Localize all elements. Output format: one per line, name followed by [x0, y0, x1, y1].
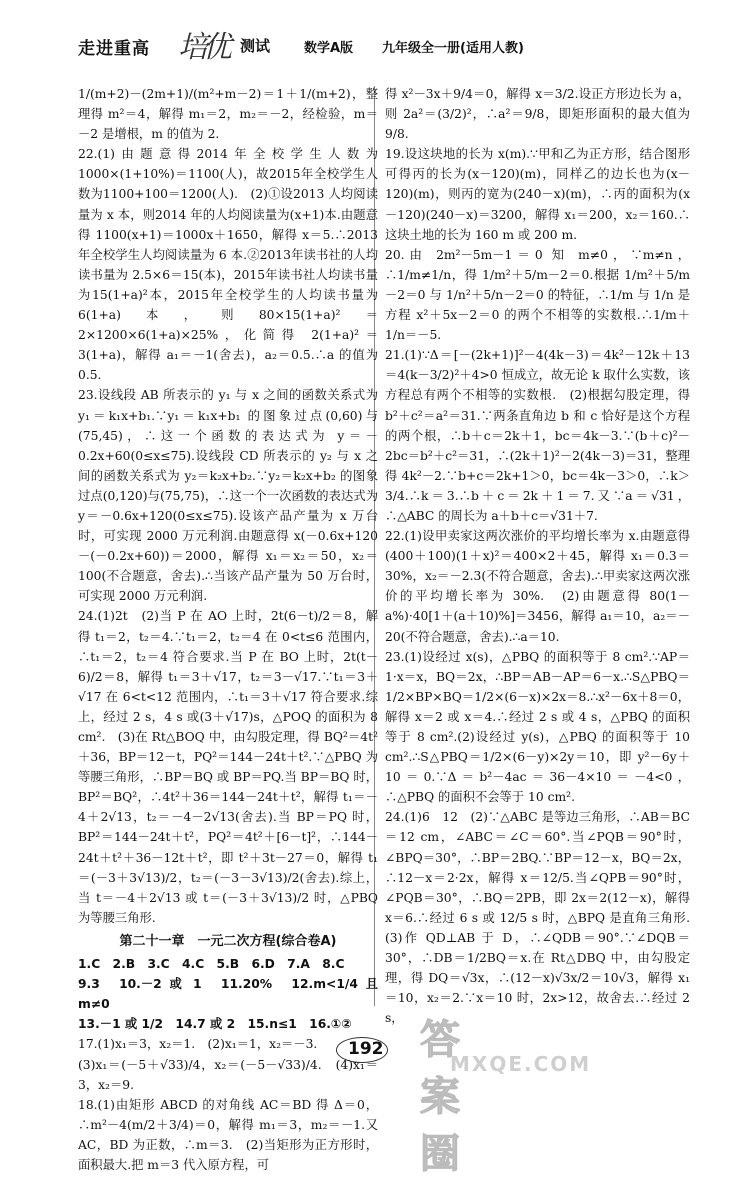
answer-paragraph: 1/(m+2)－(2m+1)/(m²+m－2)＝1＋1/(m+2)，整理得 m²＝4，解得 m₁＝2，m₂＝－2，经检验，m＝－2 是增根，m 的值为 2. [78, 87, 378, 142]
answer-paragraph: 22.(1)由题意得2014年全校学生人数为1000×(1+10%)＝1100(人)，故2015年全校学生人数为1100+100＝1200(人). (2)①设2013 人均阅读量为 x 本，则2014 年的人均阅读量为(x+1)本.由题意得 1100(x+1)＝1000x＋1650，解得 x＝5.∴2013 年全校学生人均阅读量为 6 本.②2013年读书社的人均读书量为 2.5×6＝15(本)，2015年读书社人均读书量为15(1+a)²本，2015年全校学生的人均读书量为6(1+a)本，则80×15(1+a)²＝2×1200×6(1+a)×25%，化简得 2(1+a)²＝3(1+a)，解得 a₁＝－1(舍去)，a₂＝0.5.∴a 的值为 0.5. [78, 147, 378, 383]
answer-paragraph: 得 x²－3x＋9/4＝0，解得 x＝3/2.设正方形边长为 a，则 2a²＝(3/2)²，∴a²＝9/8，即矩形面积的最大值为 9/8. [385, 87, 690, 142]
answer-paragraph: 23.设线段 AB 所表示的 y₁ 与 x 之间的函数关系式为 y₁＝k₁x+b₁.∵y₁＝k₁x+b₁ 的图象过点(0,60)与(75,45)，∴这一个函数的表达式为 y＝－0.2x+60(0≤x≤75).设线段 CD 所表示的 y₂ 与 x 之间的函数关系式为 y₂＝k₂x+b₂.∵y₂＝k₂x+b₂ 的图象过点(0,120)与(75,75)，∴这一个一次函数的表达式为 y＝－0.6x+120(0≤x≤75).设该产品产量为 x 万台时，可实现 2000 万元利润.由题意得 x(－0.6x+120－(－0.2x+60))＝2000，解得 x₁＝x₂＝50，x₂＝100(不合题意，舍去).∴当该产品产量为 50 万台时，可实现 2000 万元利润. [78, 388, 378, 604]
answer-line: 9.3 10.－2 或 1 11.20% 12.m<1/4 且 m≠0 [78, 977, 378, 1012]
answer-paragraph: 24.(1)6 12 (2)∵△ABC 是等边三角形，∴AB＝BC＝12 cm，∠ABC＝∠C＝60°.当∠PQB＝90°时，∠BPQ＝30°，∴BP＝2BQ.∵BP＝12－x，BQ＝2x，∴12－x＝2·2x，解得 x＝12/5.当∠QPB＝90°时，∠PQB＝30°，∴BQ＝2PB，即 2x＝2(12－x)，解得 x＝6.∴经过 6 s 或 12/5 s 时，△BPQ 是直角三角形. (3)作 QD⊥AB 于 D，∴∠QDB＝90°.∵∠DQB＝30°，∴DB＝1/2BQ＝x.在 Rt△DBQ 中，由勾股定理，得 DQ＝√3x，∴(12－x)√3x/2＝10√3，解得 x₁＝10，x₂＝2.∵x＝10 时，2x>12，故舍去.∴经过 2 s， [385, 810, 703, 1026]
answer-paragraph: 21.(1)∵Δ＝[－(2k+1)]²－4(4k－3)＝4k²－12k＋13＝4(k－3/2)²＋4>0 恒成立，故无论 k 取什么实数，该方程总有两个不相等的实数根. (2)根据勾股定理，得 b²＋c²＝a²＝31.∵两条直角边 b 和 c 恰好是这个方程的两个根，∴b＋c＝2k＋1，bc＝4k－3.∵(b＋c)²－2bc＝b²＋c²＝31，∴(2k＋1)²－2(4k－3)＝31，整理得 4k²－2.∵b+c＝2k+1＞0，bc＝4k－3＞0，∴k＞3/4.∴k＝3.∴b＋c＝2k＋1＝7.又∵a＝√31，∴△ABC 的周长为 a＋b＋c＝√31＋7. [385, 348, 690, 523]
page-number-badge [330, 1037, 420, 1063]
page-number: 192 [348, 1039, 384, 1059]
answer-paragraph: 20.由 2m²－5m－1＝0 知 m≠0，∵m≠n，∴1/m≠1/n，得 1/m²＋5/m－2＝0.根据 1/m²＋5/m－2＝0 与 1/n²＋5/n－2＝0 的特征，∴1/m 与 1/n 是方程 x²＋5x－2＝0 的两个不相等的实数根.∴1/m＋1/n＝－5. [385, 247, 690, 343]
header-test-label: 测试 [240, 37, 271, 55]
answer-line: (3)x₁＝(－5＋√33)/4，x₂＝(－5－√33)/4. (4)x₁＝3，x₂＝9. [78, 1057, 378, 1092]
page-header [78, 30, 678, 66]
answer-line: 13.－1 或 1/2 14.7 或 2 15.n≤1 16.①② [78, 1017, 352, 1032]
answer-line: 17.(1)x₁＝3，x₂＝1. (2)x₁＝1，x₂＝－3. [78, 1037, 318, 1052]
chapter-title: 第二十一章 一元二次方程(综合卷A) [119, 933, 337, 949]
answer-line: 1.C 2.B 3.C 4.C 5.B 6.D 7.A 8.C [78, 957, 345, 972]
right-column [385, 84, 703, 1028]
answer-paragraph: 23.(1)设经过 x(s)，△PBQ 的面积等于 8 cm².∵AP＝1·x＝x，BQ＝2x，∴BP＝AB－AP＝6－x.∴S△PBQ＝1/2×BP×BQ＝1/2×(6－x)×2x＝8.∴x²－6x＋8＝0，解得 x＝2 或 x＝4.∴经过 2 s 或 4 s，△PBQ 的面积等于 8 cm².(2)设经过 y(s)，△PBQ 的面积等于 10 cm².∴S△PBQ＝1/2×(6－y)×2y＝10，即 y²－6y＋10＝0.∵Δ＝b²－4ac＝36－4×10＝－4<0，∴△PBQ 的面积不会等于 10 cm². [385, 649, 690, 805]
answer-paragraph: 18.(1)由矩形 ABCD 的对角线 AC＝BD 得 Δ＝0，∴m²－4(m/2＋3/4)＝0，解得 m₁＝3，m₂＝－1.又 AC，BD 为正数，∴m＝3. (2)当矩形为正方形时，面积最大.把 m＝3 代入原方程，可 [78, 1097, 378, 1172]
header-grade: 九年级全一册(适用人教) [382, 41, 524, 56]
series-script-logo: 培优 [178, 30, 226, 65]
header-subject: 数学A版 [304, 41, 354, 56]
answer-paragraph: 19.设这块地的长为 x(m).∵甲和乙为正方形，结合图形可得丙的长为(x－120)(m)，同样乙的边长也为(x－120)(m)，则丙的宽为(240－x)(m)，∴丙的面积为(x－120)(240－x)＝3200，解得 x₁＝200，x₂＝160.∴这块土地的长为 160 m 或 200 m. [385, 147, 690, 242]
left-column [78, 84, 378, 1175]
watermark-url: MXQE.COM [450, 1052, 592, 1076]
series-title: 走进重高 [78, 39, 150, 59]
watermark-logo-text: 答案圈 [420, 1017, 466, 1177]
answer-paragraph: 22.(1)设甲卖家这两次涨价的平均增长率为 x.由题意得(400＋100)(1＋x)²＝400×2＋45，解得 x₁＝0.3＝30%，x₂＝－2.3(不符合题意，舍去).∴甲卖家这两次涨价的平均增长率为 30%. (2)由题意得 80(1－a%)·40[1＋(a＋10)%]＝3456，解得 a₁＝10，a₂＝－20(不符合题意，舍去).∴a＝10. [385, 529, 690, 644]
answer-paragraph: 24.(1)2t (2)当 P 在 AO 上时，2t(6－t)/2＝8，解得 t₁＝2，t₂＝4.∵t₁＝2，t₂＝4 在 0<t≤6 范围内，∴t₁＝2，t₂＝4 符合要求.当 P 在 BO 上时，2t(t－6)/2＝8，解得 t₁＝3＋√17，t₂＝3－√17.∵t₁＝3＋√17 在 6<t<12 范围内，∴t₁＝3＋√17 符合要求.综上，经过 2 s，4 s 或(3＋√17)s，△POQ 的面积为 8 cm². (3)在 Rt△BOQ 中，由勾股定理，得 BQ²＝4t²＋36，BP＝12－t，PQ²＝144－24t＋t².∵△PBQ 为等腰三角形，∴BP＝BQ 或 BP＝PQ.当 BP＝BQ 时，BP²＝BQ²，∴4t²＋36＝144－24t＋t²，解得 t₁＝－4＋2√13，t₂＝－4－2√13(舍去).当 BP＝PQ 时，BP²＝144－24t＋t²，PQ²＝4t²＋[6－t]²，∴144－24t＋t²＋36－12t＋t²，即 t²＋3t－27＝0，解得 t₁＝(－3＋3√13)/2，t₂＝(－3－3√13)/2(舍去).综上，当 t＝－4＋2√13 或 t＝(－3＋3√13)/2 时，△PBQ 为等腰三角形. [78, 609, 378, 925]
